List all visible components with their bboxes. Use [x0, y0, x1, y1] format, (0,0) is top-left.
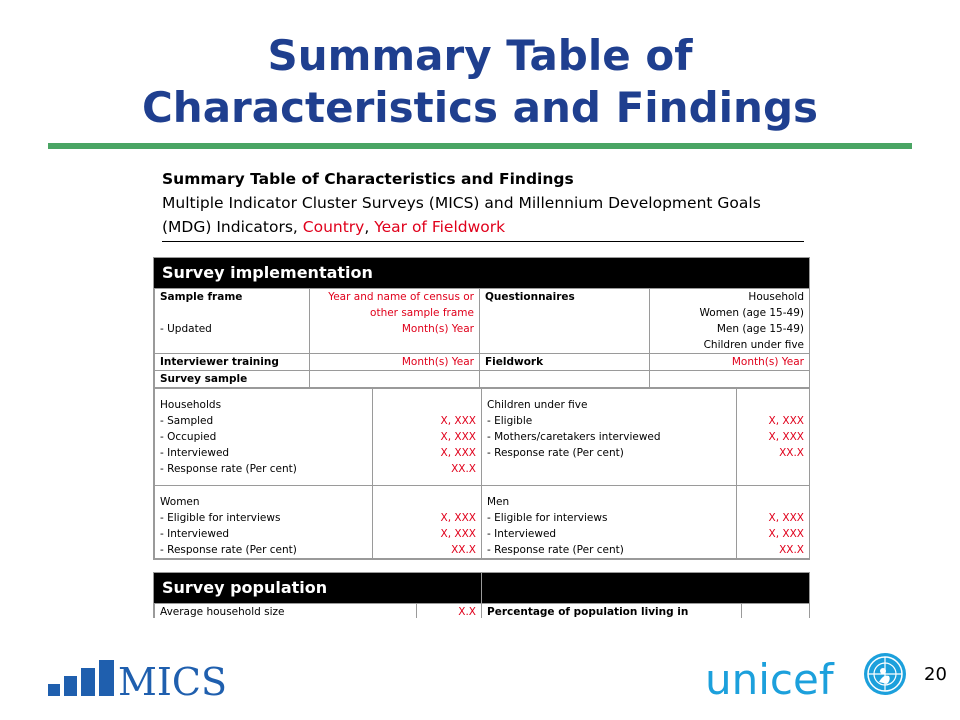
- empty-cell: [650, 371, 810, 388]
- country-placeholder: Country: [302, 218, 365, 236]
- questionnaire-3: Men (age 15-49): [716, 323, 804, 335]
- women-item: - Interviewed: [160, 528, 230, 540]
- spacer: [742, 494, 804, 510]
- year-placeholder: Year of Fieldwork: [374, 218, 506, 236]
- updated-label: - Updated: [160, 323, 212, 335]
- questionnaires-value-cell: [650, 289, 810, 354]
- children-item: - Mothers/caretakers interviewed: [487, 431, 661, 443]
- survey-population-header-right: [481, 573, 809, 603]
- document-heading: Summary Table of Characteristics and Findings: [162, 170, 574, 188]
- households-item: - Sampled: [160, 415, 214, 427]
- questionnaire-4: Children under five: [703, 339, 804, 351]
- women-value: X, XXX: [440, 528, 476, 540]
- households-item: - Response rate (Per cent): [160, 463, 297, 475]
- men-title: Men: [487, 496, 510, 508]
- spacer: [378, 486, 476, 494]
- women-cell: [155, 486, 373, 559]
- women-value: X, XXX: [440, 512, 476, 524]
- unicef-emblem-icon: [864, 653, 906, 695]
- men-value: X, XXX: [768, 528, 804, 540]
- interviewer-training-value: Month(s) Year: [310, 354, 480, 371]
- questionnaires-label: Questionnaires: [485, 291, 575, 303]
- children-value: XX.X: [779, 447, 804, 459]
- sample-table: [154, 388, 810, 559]
- households-cell: [155, 389, 373, 486]
- spacer: [378, 389, 476, 397]
- table-row: [155, 604, 810, 619]
- survey-implementation-section: [153, 257, 810, 560]
- households-title: Households: [160, 399, 222, 411]
- children-cell: [482, 389, 737, 486]
- women-value: XX.X: [451, 544, 476, 556]
- spacer: [160, 389, 367, 397]
- subtitle-prefix: (MDG) Indicators,: [162, 218, 303, 236]
- children-item: - Eligible: [487, 415, 533, 427]
- households-value: X, XXX: [440, 447, 476, 459]
- table-row: [155, 486, 810, 559]
- spacer: [378, 494, 476, 510]
- men-item: - Response rate (Per cent): [487, 544, 624, 556]
- households-value: X, XXX: [440, 415, 476, 427]
- interviewer-training-label: Interviewer training: [155, 354, 310, 371]
- page-number: 20: [924, 664, 947, 685]
- households-item: - Occupied: [160, 431, 217, 443]
- spacer: [742, 486, 804, 494]
- implementation-table: [154, 288, 810, 388]
- spacer: [487, 389, 731, 397]
- spacer: [160, 305, 304, 321]
- women-item: - Response rate (Per cent): [160, 544, 297, 556]
- children-title: Children under five: [487, 399, 588, 411]
- mics-logo-text: MICS: [118, 660, 228, 700]
- subtitle-comma: ,: [364, 218, 375, 236]
- men-values-cell: [737, 486, 810, 559]
- children-values-cell: [737, 389, 810, 486]
- spacer: [487, 486, 731, 494]
- empty-cell: [480, 371, 650, 388]
- pct-living-label: Percentage of population living in: [482, 604, 742, 619]
- men-value: XX.X: [779, 544, 804, 556]
- questionnaire-2: Women (age 15-49): [699, 307, 804, 319]
- title-divider: [48, 143, 912, 149]
- spacer: [160, 486, 367, 494]
- empty-cell: [310, 371, 480, 388]
- unicef-logo-text: unicef: [705, 655, 834, 702]
- avg-household-value: X.X: [417, 604, 482, 619]
- men-item: - Interviewed: [487, 528, 557, 540]
- population-table: [154, 603, 810, 618]
- questionnaires-label-cell: [480, 289, 650, 354]
- men-item: - Eligible for interviews: [487, 512, 608, 524]
- households-item: - Interviewed: [160, 447, 230, 459]
- survey-population-header-row: [154, 573, 809, 603]
- fieldwork-label: Fieldwork: [480, 354, 650, 371]
- households-values-cell: [373, 389, 482, 486]
- sample-frame-value-cell: [310, 289, 480, 354]
- survey-population-section: [153, 572, 810, 618]
- children-value: X, XXX: [768, 431, 804, 443]
- spacer: [378, 397, 476, 413]
- sample-frame-label-cell: [155, 289, 310, 354]
- sample-frame-value-1: Year and name of census or: [328, 291, 474, 303]
- unicef-logo: [705, 650, 915, 702]
- slide-title: [0, 30, 960, 134]
- children-value: X, XXX: [768, 415, 804, 427]
- table-row: [155, 289, 810, 354]
- document-header: [162, 167, 804, 242]
- avg-household-label: Average household size: [155, 604, 417, 619]
- document-subtitle-line1: Multiple Indicator Cluster Surveys (MICS) and Millennium Development Goals: [162, 194, 761, 212]
- slide-title-line2: Characteristics and Findings: [141, 83, 819, 132]
- table-row: [155, 371, 810, 388]
- survey-implementation-header: Survey implementation: [154, 258, 809, 288]
- spacer: [742, 389, 804, 397]
- spacer: [742, 397, 804, 413]
- slide-title-line1: Summary Table of: [267, 31, 693, 80]
- fieldwork-value: Month(s) Year: [650, 354, 810, 371]
- men-cell: [482, 486, 737, 559]
- survey-population-header: Survey population: [154, 573, 481, 603]
- survey-sample-label: Survey sample: [155, 371, 310, 388]
- men-value: X, XXX: [768, 512, 804, 524]
- households-value: XX.X: [451, 463, 476, 475]
- women-item: - Eligible for interviews: [160, 512, 281, 524]
- children-item: - Response rate (Per cent): [487, 447, 624, 459]
- empty-cell: [742, 604, 810, 619]
- mics-logo: [48, 656, 238, 700]
- document-subtitle-line2: [162, 215, 804, 239]
- women-title: Women: [160, 496, 200, 508]
- spacer: [160, 477, 367, 485]
- questionnaire-1: Household: [748, 291, 804, 303]
- sample-frame-value-3: Month(s) Year: [401, 323, 474, 335]
- households-value: X, XXX: [440, 431, 476, 443]
- women-values-cell: [373, 486, 482, 559]
- table-row: [155, 389, 810, 486]
- sample-frame-value-2: other sample frame: [370, 307, 474, 319]
- sample-frame-label: Sample frame: [160, 291, 243, 303]
- table-row: [155, 354, 810, 371]
